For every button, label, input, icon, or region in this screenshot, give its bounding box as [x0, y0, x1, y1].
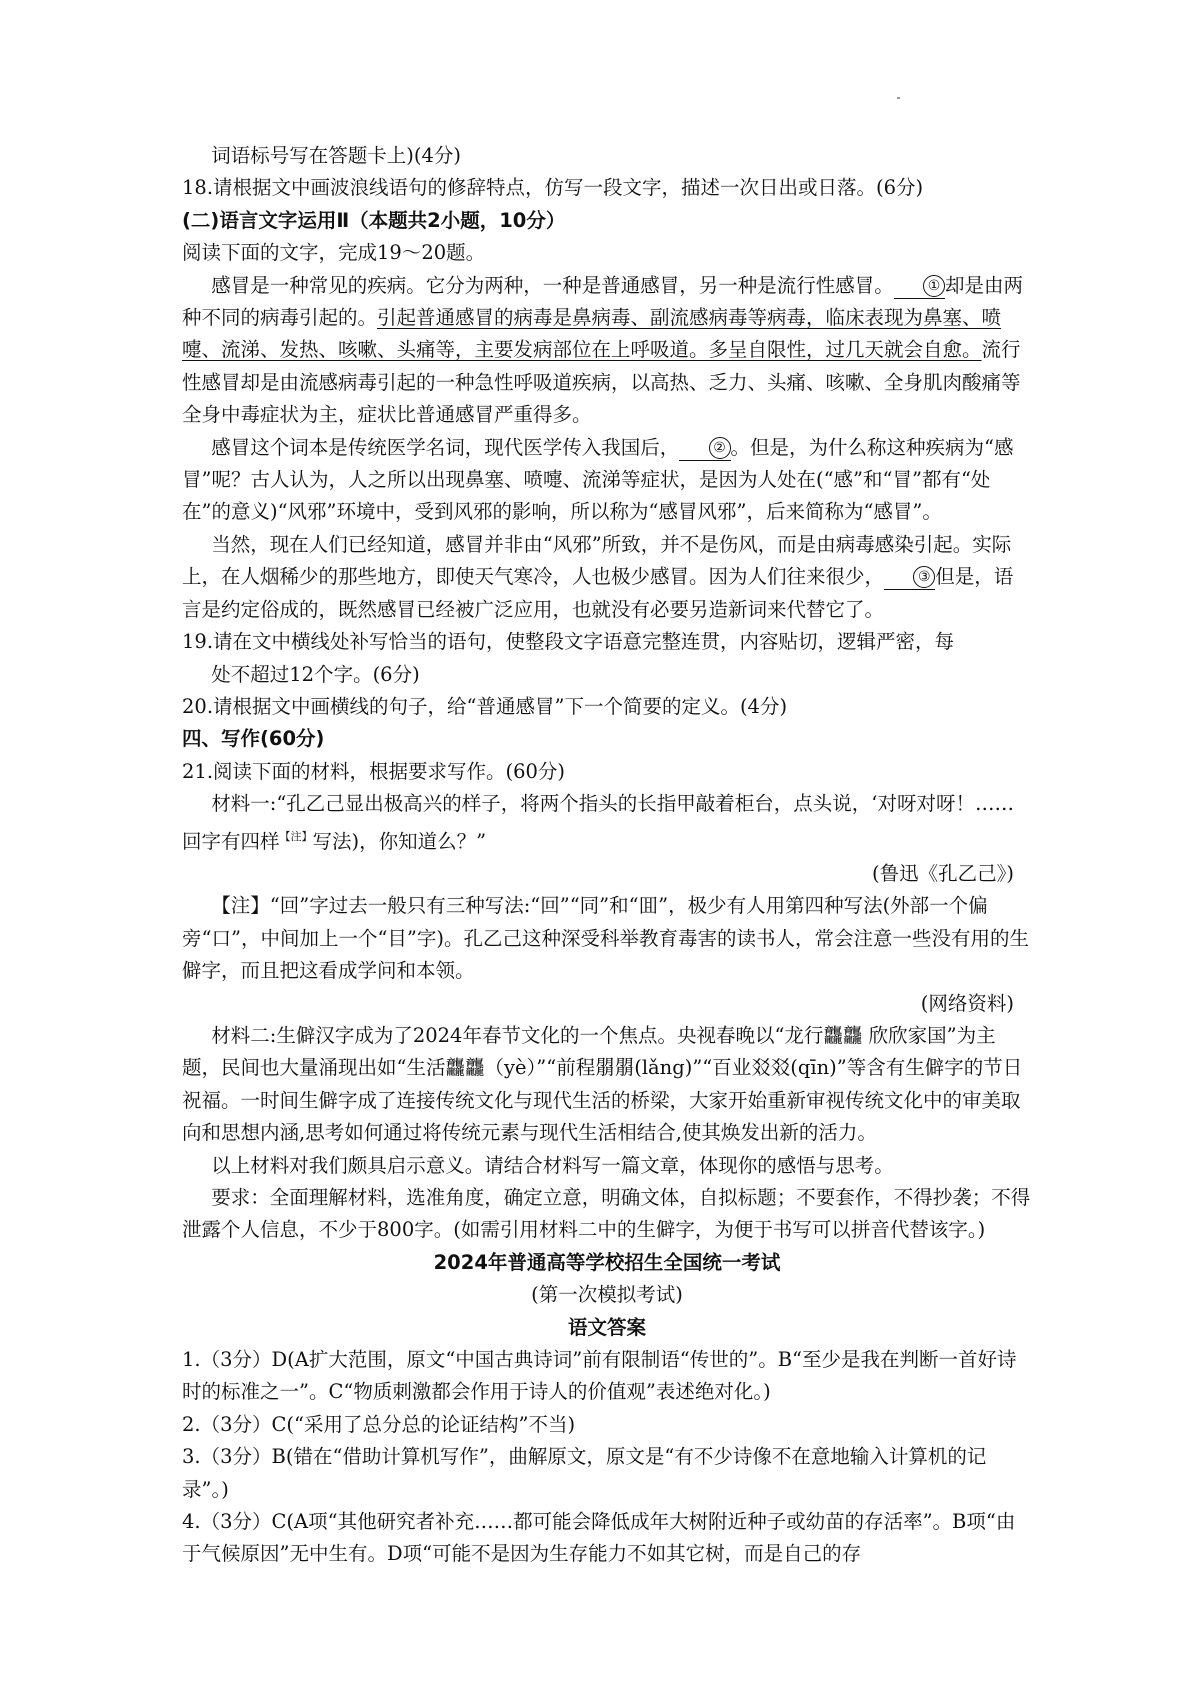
section2-intro: 阅读下面的文字，完成19～20题。	[182, 241, 486, 265]
answer-4: 4.（3分）C(A项“其他研究者补充……都可能会降低成年大树附近种子或幼苗的存活率”。B项“由于气候原因”无中生有。D项“可能不是因为生存能力不如其它树，而是自己的存	[182, 1510, 1016, 1566]
scan-speck	[897, 97, 900, 99]
underlined-sentence: 引起普通感冒的病毒是鼻病毒、副流感病毒等病毒，临床表现为鼻塞、喷嚏、流涕、发热、咳嗽、头痛等，主要发病部位在上呼吸道。多呈自限性，过几天就会自愈。	[182, 306, 1002, 362]
material-1-text-b: 写法)，你知道么？”	[312, 829, 487, 853]
p2-text-b: 。但是，为什么称这种疾病为“感冒”呢？古人认为，人之所以出现鼻塞、喷嚏、流涕等症状，是因为人处在(“感”和“冒”都有“处在”的意义)“风邪”环境中，受到风邪的影响，所以称为“感冒风邪”，后来简称为“感冒”。	[182, 435, 1014, 524]
answer-2: 2.（3分）C(“采用了总分总的论证结构”不当)	[182, 1412, 576, 1436]
p1-text-c: 流行性感冒却是由流感病毒引起的一种急性呼吸道疾病，以高热、乏力、头痛、咳嗽、全身肌肉酸痛等全身中毒症状为主，症状比普通感冒严重得多。	[182, 338, 1021, 427]
section4-heading: 四、写作(60分)	[182, 727, 325, 751]
blank-number-2: ②	[709, 437, 731, 459]
question-19-line-2: 处不超过12个字。(6分)	[211, 662, 420, 686]
exam-subtitle: (第一次模拟考试)	[531, 1283, 683, 1307]
question-20: 20.请根据文中画横线的句子，给“普通感冒”下一个简要的定义。(4分)	[182, 694, 788, 718]
answer-3: 3.（3分）B(错在“借助计算机写作”，曲解原文，原文是“有不少诗像不在意地输入计算机的记录”。)	[182, 1445, 987, 1501]
material-2: 材料二:生僻汉字成为了2024年春节文化的一个焦点。央视春晚以“龙行龘龘 欣欣家国”为主题，民间也大量涌现出如“生活龘龘（yè）”“前程朤朤(lǎng)”“百业㸚㸚(qīn)”等含有生僻字的节日祝福。一时间生僻字成了连接传统文化与现代生活的桥梁，大家开始重新审视传统文化中的审美取向和思想内涵,思考如何通过将传统元素与现代生活相结合,使其焕发出新的活力。	[182, 1023, 1023, 1145]
exam-page	[182, 140, 1032, 1571]
exam-title: 2024年普通高等学校招生全国统一考试	[433, 1250, 781, 1274]
note-source: (网络资料)	[920, 991, 1014, 1015]
answer-1: 1.（3分）D(A扩大范围，原文“中国古典诗词”前有限制语“传世的”。B“至少是我在判断一首好诗时的标准之一”。C“物质刺激都会作用于诗人的价值观”表述绝对化。)	[182, 1348, 1017, 1404]
answer-blank-2	[679, 436, 730, 461]
material-1-source: (鲁迅《孔乙己》)	[872, 861, 1014, 885]
passage-paragraph-2	[182, 432, 1032, 529]
material-1-text-a: 材料一:“孔乙己显出极高兴的样子，将两个指头的长指甲敲着柜台，点头说，‘对呀对呀！……回字有四样	[182, 792, 1014, 853]
q17-tail: 词语标号写在答题卡上)(4分)	[211, 144, 461, 167]
p2-text-a: 感冒这个词本是传统医学名词，现代医学传入我国后，	[211, 435, 680, 459]
material-1-note: 【注】“回”字过去一般只有三种写法:“回”“同”和“囬”，极少有人用第四种写法(外部一个偏旁“口”，中间加上一个“目”字)。孔乙己这种深受科举教育毒害的读书人，常会注意一些没有用的生僻字，而且把这看成学问和本领。	[182, 894, 1029, 983]
note-marker: 【注】	[279, 829, 313, 843]
question-19-line-1: 19.请在文中横线处补写恰当的语句，使整段文字语意完整连贯，内容贴切，逻辑严密，每	[182, 630, 955, 654]
passage-paragraph-3	[182, 529, 1032, 626]
section2-heading: (二)语言文字运用Ⅱ（本题共2小题，10分）	[182, 208, 566, 232]
answer-blank-3	[884, 565, 935, 590]
material-1	[182, 788, 1032, 858]
answer-blank-1	[894, 274, 945, 299]
blank-number-1: ①	[923, 275, 945, 297]
question-18: 18.请根据文中画波浪线语句的修辞特点，仿写一段文字，描述一次日出或日落。(6分)	[182, 176, 924, 200]
question-21: 21.阅读下面的材料，根据要求写作。(60分)	[182, 759, 566, 783]
p1-text-b: 却是由两种不同的病毒引起的。	[182, 273, 1024, 330]
blank-number-3: ③	[913, 566, 935, 588]
p1-text-a: 感冒是一种常见的疾病。它分为两种，一种是普通感冒，另一种是流行性感冒。	[211, 273, 894, 297]
p3-text-a: 当然，现在人们已经知道，感冒并非由“风邪”所致，并不是伤风，而是由病毒感染引起。实际上，在人烟稀少的那些地方，即使天气寒冷，人也极少感冒。因为人们往来很少，	[182, 532, 1012, 589]
passage-paragraph-1	[182, 270, 1032, 432]
writing-prompt: 以上材料对我们颇具启示意义。请结合材料写一篇文章，体现你的感悟与思考。	[211, 1153, 894, 1177]
writing-requirements: 要求：全面理解材料，选准角度，确定立意，明确文体，自拟标题；不要套作，不得抄袭；不得泄露个人信息，不少于800字。(如需引用材料二中的生僻字，为便于书写可以拼音代替该字。)	[182, 1186, 1031, 1242]
p3-text-b: 但是，语言是约定俗成的，既然感冒已经被广泛应用，也就没有必要另造新词来代替它了。	[182, 565, 1014, 621]
answers-title: 语文答案	[567, 1315, 646, 1339]
